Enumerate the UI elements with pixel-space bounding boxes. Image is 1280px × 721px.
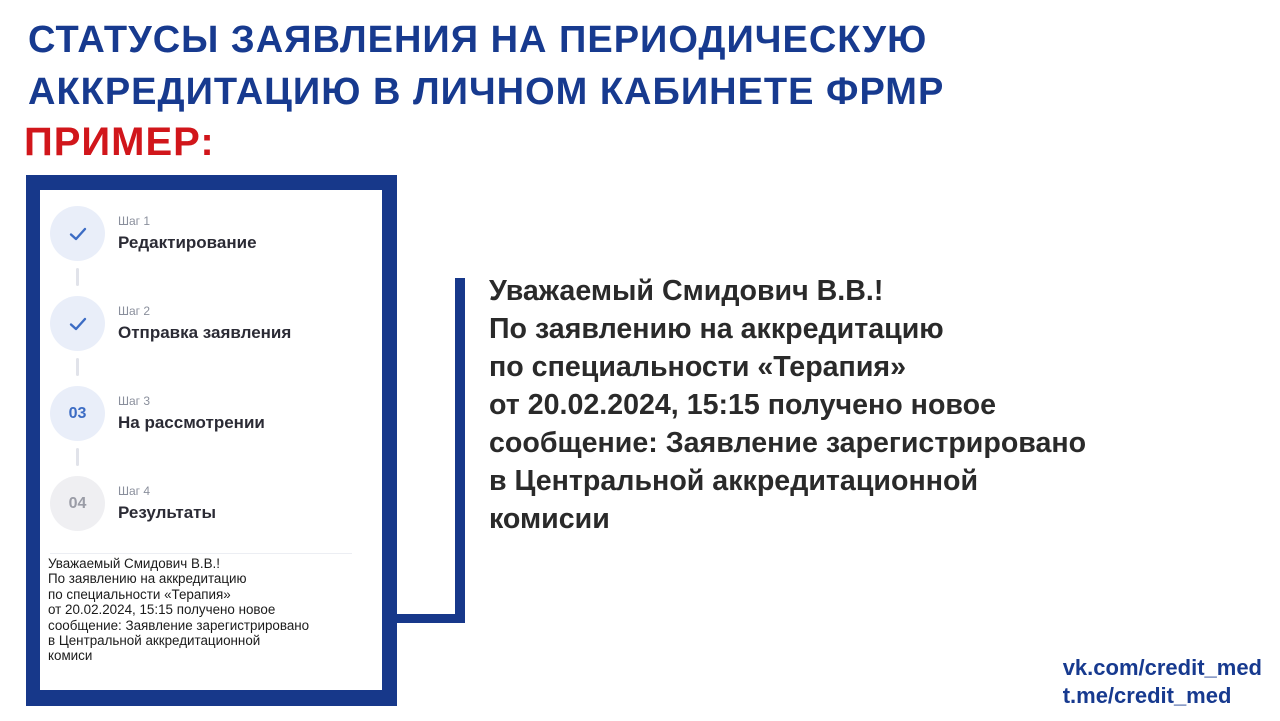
callout-bracket-vertical xyxy=(455,278,465,623)
step-2-number: Шаг 2 xyxy=(118,304,151,318)
enlarged-message xyxy=(489,272,1249,538)
status-message-line: сообщение: Заявление зарегистрировано xyxy=(48,617,310,633)
step-2 xyxy=(50,294,370,354)
step-4 xyxy=(50,474,370,534)
step-connector xyxy=(76,448,79,466)
step-4-name: Результаты xyxy=(118,503,217,522)
step-4-number: Шаг 4 xyxy=(118,484,151,498)
example-label: ПРИМЕР: xyxy=(24,120,215,164)
callout-bracket-horizontal xyxy=(397,614,465,623)
step-1-number: Шаг 1 xyxy=(118,214,151,228)
vk-link[interactable]: vk.com/credit_med xyxy=(1062,655,1262,680)
step-connector xyxy=(76,358,79,376)
divider xyxy=(50,553,352,554)
status-message-line: По заявлению на аккредитацию xyxy=(48,571,247,587)
application-status-panel xyxy=(40,190,382,690)
step-3 xyxy=(50,384,370,444)
step-3-number: Шаг 3 xyxy=(118,394,151,408)
step-connector xyxy=(76,268,79,286)
page-title-line-2: АККРЕДИТАЦИЮ В ЛИЧНОМ КАБИНЕТЕ ФРМР xyxy=(28,71,945,113)
step-3-name: На рассмотрении xyxy=(118,413,265,432)
social-links xyxy=(1063,654,1262,710)
enlarged-message-line: от 20.02.2024, 15:15 получено новое xyxy=(489,389,996,421)
check-icon xyxy=(68,314,88,334)
step-3-badge: 03 xyxy=(50,386,105,441)
status-message-line: комиси xyxy=(48,648,93,664)
status-message xyxy=(48,556,380,664)
status-message-line: по специальности «Терапия» xyxy=(48,586,231,602)
enlarged-message-line: по специальности «Терапия» xyxy=(489,351,906,383)
step-2-status-circle xyxy=(50,296,105,351)
status-message-line: от 20.02.2024, 15:15 получено новое xyxy=(48,602,276,618)
page-title xyxy=(28,14,1128,118)
enlarged-message-line: в Центральной аккредитационной xyxy=(489,465,979,497)
status-message-line: в Центральной аккредитационной xyxy=(48,633,261,649)
enlarged-message-line: комисии xyxy=(489,503,610,535)
step-2-name: Отправка заявления xyxy=(118,323,292,342)
step-1-name: Редактирование xyxy=(118,233,257,252)
step-1-status-circle xyxy=(50,206,105,261)
step-4-badge: 04 xyxy=(50,476,105,531)
step-1 xyxy=(50,204,370,264)
enlarged-message-line: Уважаемый Смидович В.В.! xyxy=(489,275,884,307)
page-title-line-1: СТАТУСЫ ЗАЯВЛЕНИЯ НА ПЕРИОДИЧЕСКУЮ xyxy=(28,19,928,61)
telegram-link[interactable]: t.me/credit_med xyxy=(1062,683,1232,708)
status-message-line: Уважаемый Смидович В.В.! xyxy=(48,556,220,571)
check-icon xyxy=(68,224,88,244)
enlarged-message-line: сообщение: Заявление зарегистрировано xyxy=(489,427,1087,459)
enlarged-message-line: По заявлению на аккредитацию xyxy=(489,313,944,345)
